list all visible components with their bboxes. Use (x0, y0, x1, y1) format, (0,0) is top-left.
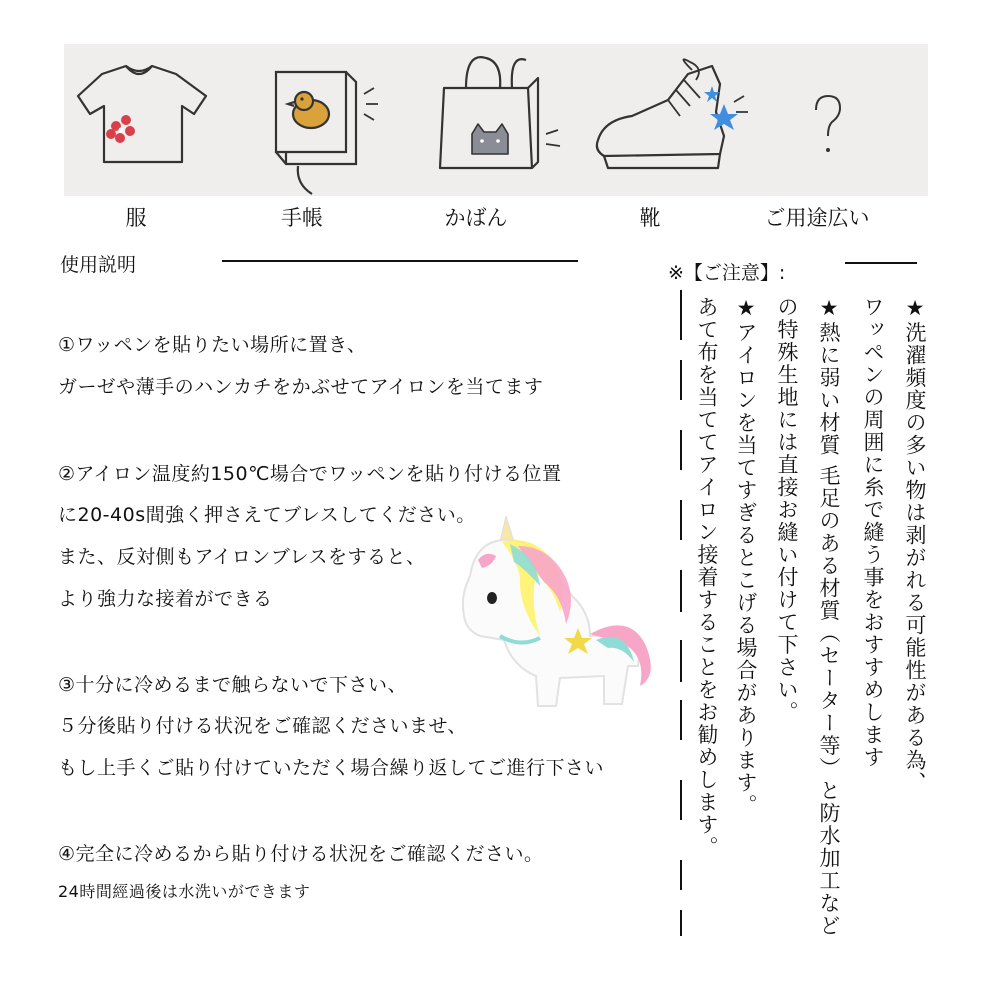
usage-step-line: ③十分に冷めるまで触らないで下さい、 (58, 674, 408, 696)
notebook-icon (276, 72, 378, 194)
usage-step-line: ①ワッペンを貼りたい場所に置き、 (58, 334, 367, 356)
usage-divider (222, 260, 578, 262)
usage-step-line: ④完全に冷めるから貼り付ける状況をご確認ください。 (58, 843, 544, 865)
notice-title: ※【ご注意】: (668, 262, 786, 284)
usage-step-line: また、反対側もアイロンブレスをすると、 (58, 546, 426, 568)
usage-banner (64, 44, 928, 196)
usage-step-line: もし上手くご貼り付けていただく場合繰り返してご進行下さい (58, 757, 605, 779)
caption-shoes: 靴 (639, 206, 661, 230)
notice-line: ★洗濯頻度の多い物は剥がれる可能性がある為、 (903, 296, 927, 794)
usage-step-line: ５分後貼り付ける状況をご確認くださいませ、 (58, 715, 467, 737)
usage-step-line: より強力な接着ができる (58, 588, 273, 610)
notice-divider (845, 262, 917, 264)
usage-step-line: に20-40s間強く押さえてブレスしてください。 (58, 504, 476, 526)
caption-notebook: 手帳 (281, 206, 323, 230)
tote-bag-icon (440, 57, 560, 168)
sneaker-icon (597, 59, 748, 168)
unicorn-patch-icon (440, 516, 660, 720)
notice-line: ★アイロンを当てすぎるとこげる場合があります。 (734, 296, 758, 817)
caption-bag: かばん (444, 206, 508, 230)
question-mark-icon (816, 96, 840, 152)
usage-step-line: ②アイロン温度約150℃場合でワッペンを貼り付ける位置 (58, 463, 562, 485)
caption-clothes: 服 (125, 206, 147, 230)
notice-line: ★熱に弱い材質 毛足のある材質（セーター等）と防水加工など (817, 296, 841, 938)
caption-wide-use: ご用途広い (764, 206, 870, 230)
usage-title: 使用説明 (60, 254, 137, 276)
notice-line: ワッペンの周囲に糸で縫う事をおすすめします (861, 296, 885, 769)
usage-step-line: 24時間經過後は水洗いができます (58, 882, 311, 901)
tshirt-icon (78, 66, 206, 162)
notice-line: の特殊生地には直接お縫い付けて下さい。 (775, 296, 799, 724)
notice-line: あて布を当ててアイロン接着することをお勧めします。 (695, 296, 719, 859)
usage-step-line: ガーゼや薄手のハンカチをかぶせてアイロンを当てます (58, 376, 544, 398)
